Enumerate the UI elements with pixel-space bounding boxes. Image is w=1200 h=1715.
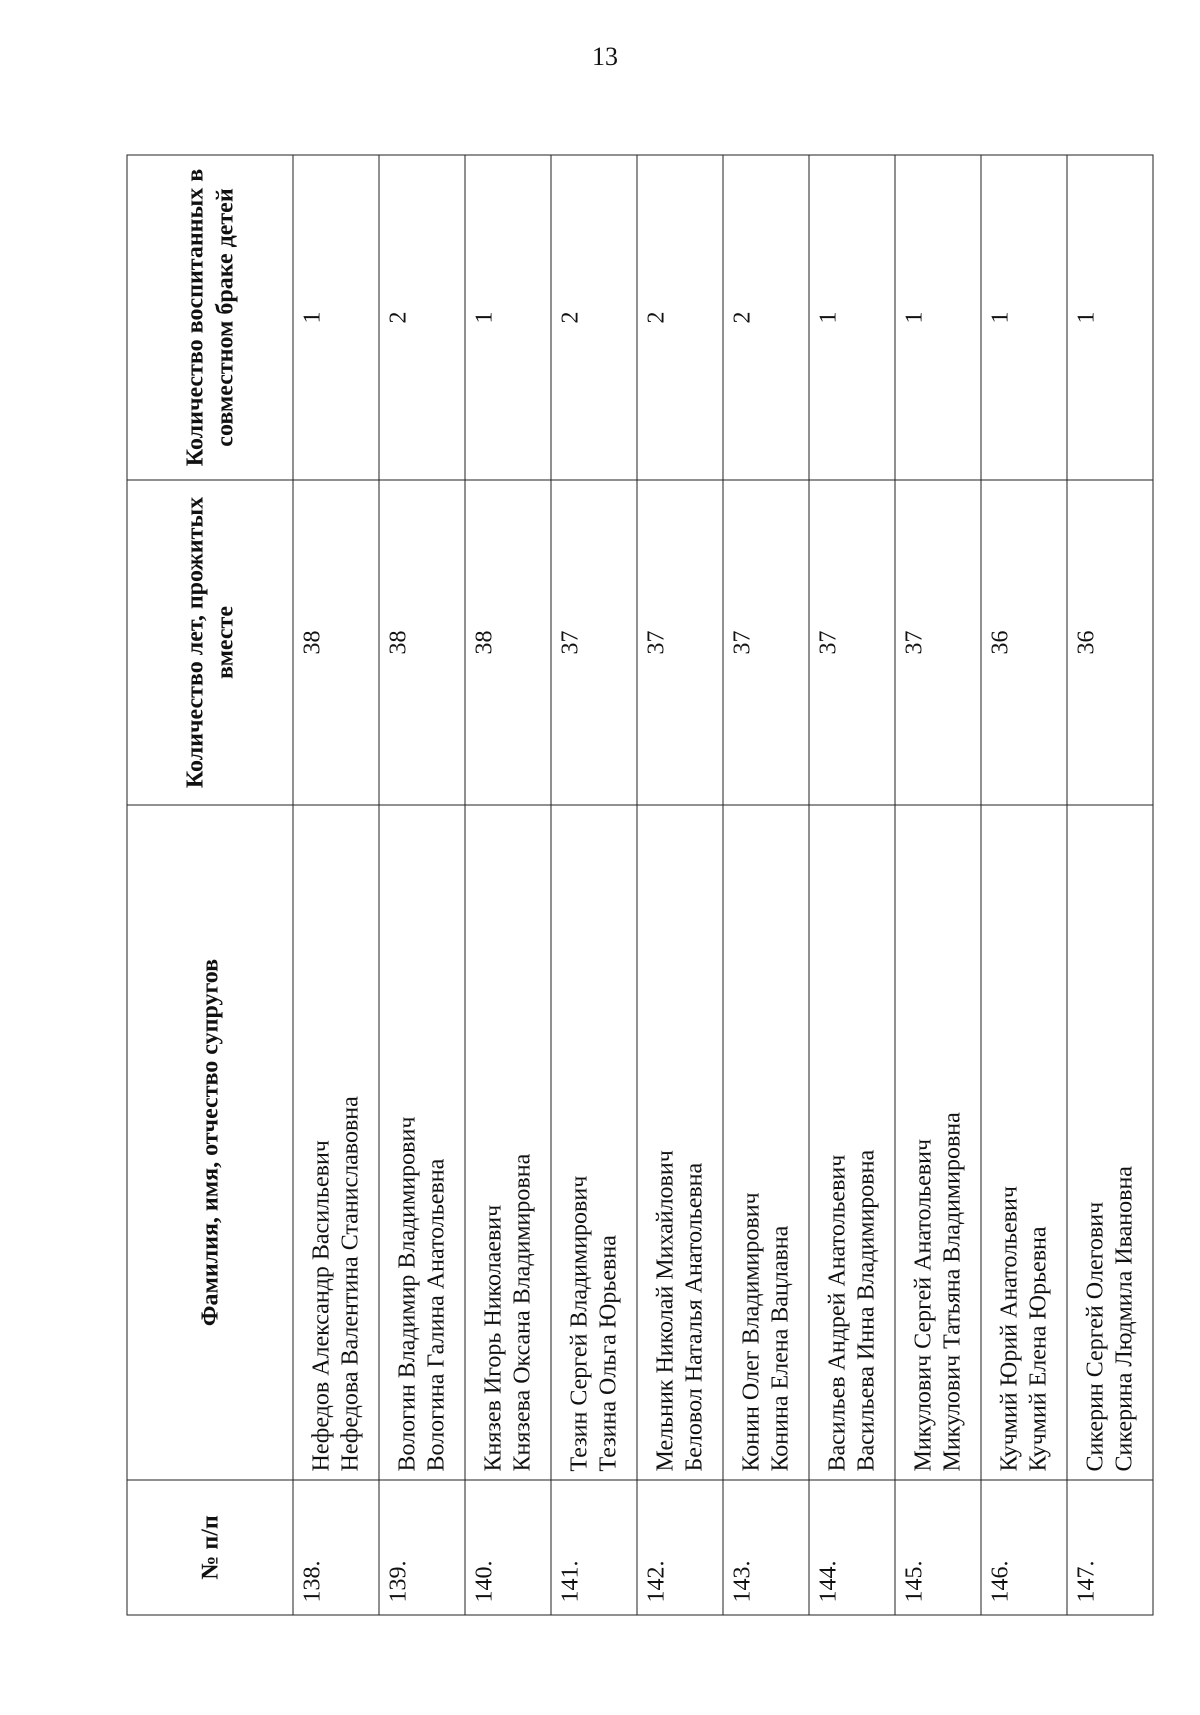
table-row	[1067, 155, 1153, 1615]
spouses-names-cell	[1067, 805, 1153, 1480]
table-row	[465, 155, 551, 1615]
header-num: № п/п	[127, 1480, 293, 1615]
table-row	[809, 155, 895, 1615]
table-row	[637, 155, 723, 1615]
row-number: 140.	[465, 1480, 551, 1615]
years-together: 38	[293, 480, 379, 805]
years-together: 37	[551, 480, 637, 805]
table-row	[551, 155, 637, 1615]
spouses-names-cell	[981, 805, 1067, 1480]
wife-name: Конина Елена Вацлавна	[767, 1225, 793, 1471]
husband-name: Нефедов Александр Васильевич	[308, 1139, 335, 1471]
years-together: 37	[637, 480, 723, 805]
spouses-names-cell	[293, 805, 379, 1480]
row-number: 144.	[809, 1480, 895, 1615]
husband-name: Князев Игорь Николаевич	[480, 1204, 507, 1471]
years-together: 37	[723, 480, 809, 805]
header-names: Фамилия, имя, отчество супругов	[127, 805, 293, 1480]
page-number: 13	[592, 42, 618, 71]
wife-name: Беловол Наталья Анатольевна	[681, 1162, 707, 1471]
row-number: 139.	[379, 1480, 465, 1615]
header-kids: Количество воспитанных в совместном браке детей	[127, 155, 293, 480]
children-count: 2	[379, 155, 465, 480]
row-number: 141.	[551, 1480, 637, 1615]
row-number: 147.	[1067, 1480, 1153, 1615]
row-number: 146.	[981, 1480, 1067, 1615]
table-header-row	[127, 155, 293, 1615]
header-years: Количество лет, прожитых вместе	[127, 480, 293, 805]
husband-name: Кучмий Юрий Анатольевич	[996, 1185, 1023, 1471]
wife-name: Васильева Инна Владимировна	[853, 1149, 879, 1471]
spouses-names-cell	[637, 805, 723, 1480]
row-number: 138.	[293, 1480, 379, 1615]
children-count: 1	[293, 155, 379, 480]
years-together: 37	[809, 480, 895, 805]
wife-name: Кучмий Елена Юрьевна	[1025, 1225, 1051, 1471]
spouses-names-cell	[551, 805, 637, 1480]
spouses-table	[127, 154, 1154, 1615]
wife-name: Тезина Ольга Юрьевна	[595, 1234, 621, 1471]
spouses-names-cell	[723, 805, 809, 1480]
spouses-names-cell	[809, 805, 895, 1480]
husband-name: Вологин Владимир Владимирович	[394, 1116, 421, 1471]
children-count: 2	[723, 155, 809, 480]
wife-name: Нефедова Валентина Станиславовна	[337, 1095, 363, 1471]
husband-name: Тезин Сергей Владимирович	[566, 1175, 593, 1471]
row-number: 143.	[723, 1480, 809, 1615]
row-number: 145.	[895, 1480, 981, 1615]
years-together: 38	[379, 480, 465, 805]
spouses-names-cell	[379, 805, 465, 1480]
wife-name: Сикерина Людмила Ивановна	[1111, 1165, 1137, 1471]
children-count: 1	[465, 155, 551, 480]
husband-name: Конин Олег Владимирович	[738, 1191, 765, 1471]
table-row	[981, 155, 1067, 1615]
children-count: 2	[551, 155, 637, 480]
rotated-table-container	[127, 155, 1137, 1615]
husband-name: Мельник Николай Михайлович	[652, 1149, 679, 1471]
table-body	[293, 155, 1153, 1615]
wife-name: Князева Оксана Владимировна	[509, 1153, 535, 1471]
husband-name: Васильев Андрей Анатольевич	[824, 1154, 851, 1471]
table-row	[895, 155, 981, 1615]
table-row	[379, 155, 465, 1615]
children-count: 1	[1067, 155, 1153, 480]
row-number: 142.	[637, 1480, 723, 1615]
children-count: 1	[895, 155, 981, 480]
children-count: 2	[637, 155, 723, 480]
husband-name: Сикерин Сергей Олегович	[1082, 1201, 1109, 1471]
spouses-names-cell	[465, 805, 551, 1480]
years-together: 36	[981, 480, 1067, 805]
wife-name: Вологина Галина Анатольевна	[423, 1158, 449, 1471]
years-together: 37	[895, 480, 981, 805]
years-together: 36	[1067, 480, 1153, 805]
years-together: 38	[465, 480, 551, 805]
spouses-names-cell	[895, 805, 981, 1480]
wife-name: Микулович Татьяна Владимировна	[939, 1111, 965, 1471]
children-count: 1	[981, 155, 1067, 480]
husband-name: Микулович Сергей Анатольевич	[910, 1138, 937, 1471]
children-count: 1	[809, 155, 895, 480]
table-row	[723, 155, 809, 1615]
table-row	[293, 155, 379, 1615]
